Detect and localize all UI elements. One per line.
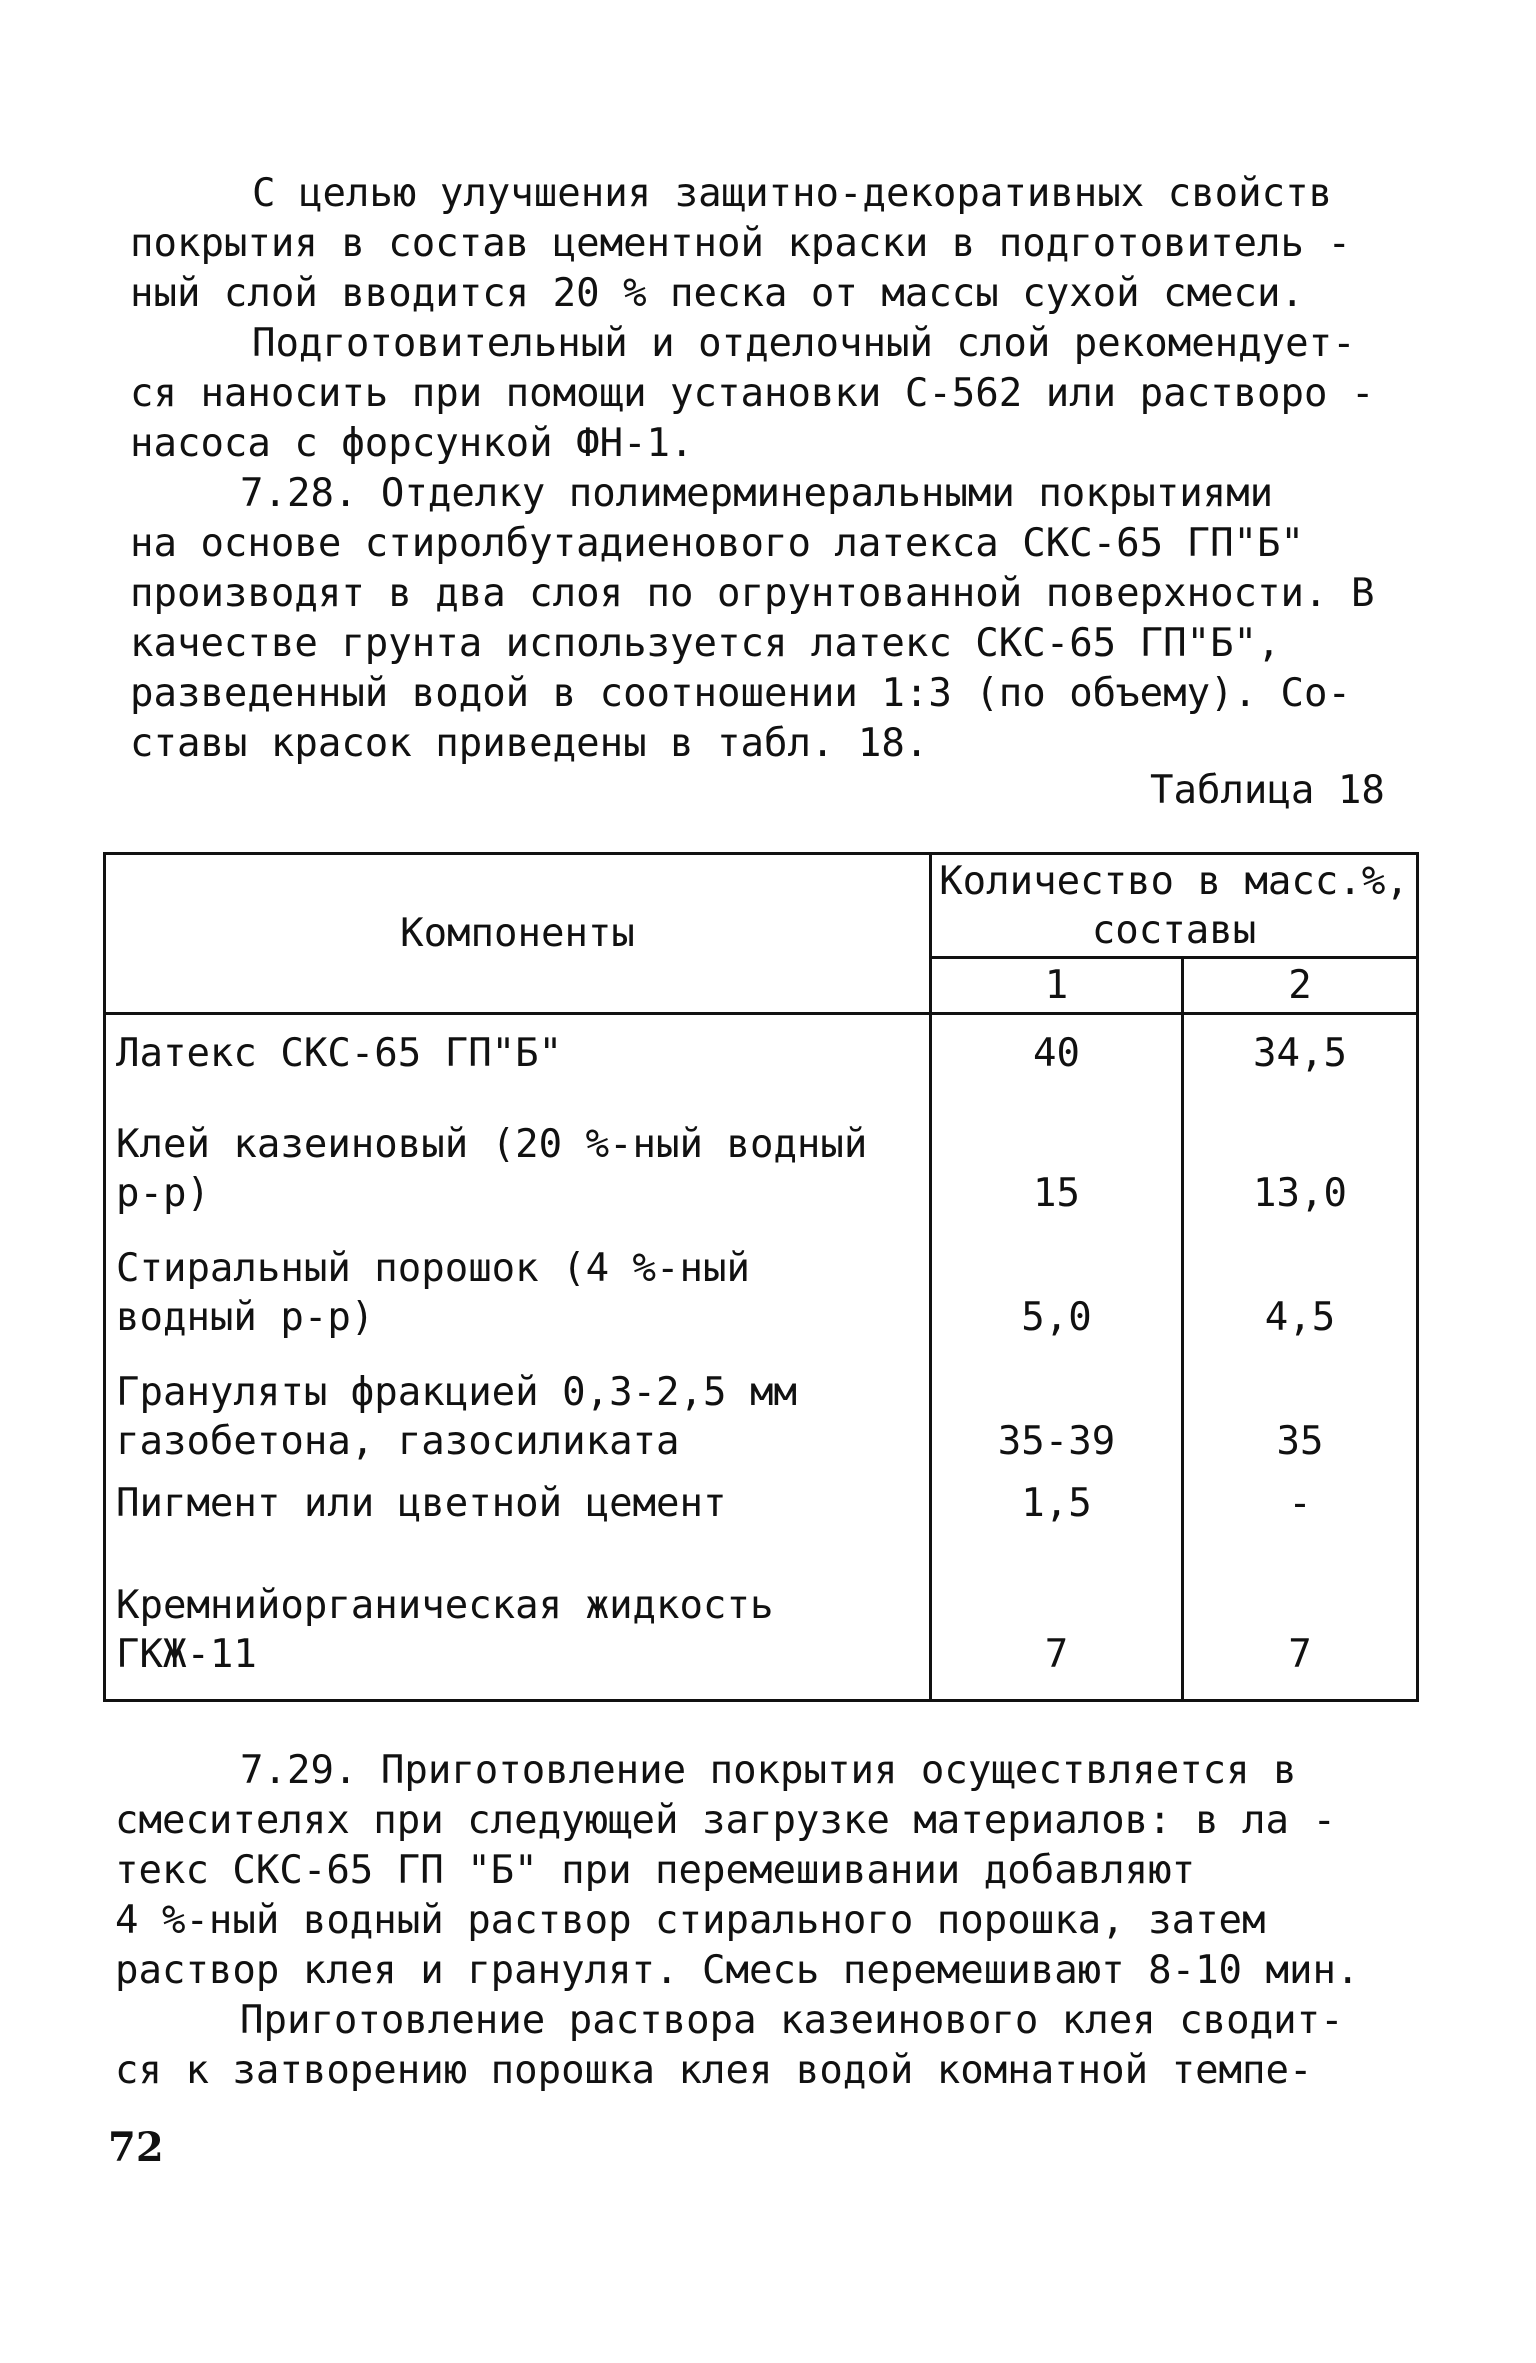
paragraph-bottom-line: раствор клея и гранулят. Смесь перемешивают 8-10 мин. bbox=[115, 1948, 1360, 1993]
table-row bbox=[105, 1466, 1418, 1540]
paragraph-bottom-line: смесителях при следующей загрузке материалов: в ла - bbox=[115, 1798, 1336, 1843]
page-number: 72 bbox=[108, 2124, 164, 2171]
cell-value-1: 7 bbox=[931, 1540, 1183, 1701]
header-components: Компоненты bbox=[105, 854, 931, 1014]
paragraph-bottom-line: ся к затворению порошка клея водой комнатной темпе- bbox=[115, 2048, 1313, 2093]
table-row bbox=[105, 1342, 1418, 1466]
cell-component: Грануляты фракцией 0,3-2,5 мм газобетона, газосиликата bbox=[105, 1342, 931, 1466]
paragraph-top-line: ный слой вводится 20 % песка от массы сухой смеси. bbox=[130, 271, 1304, 316]
table-header-row bbox=[105, 854, 1418, 958]
paragraph-bottom-line: текс СКС-65 ГП "Б" при перемешивании добавляют bbox=[115, 1848, 1196, 1893]
paragraph-top-line: покрытия в состав цементной краски в подготовитель - bbox=[130, 221, 1351, 266]
cell-value-2: - bbox=[1183, 1466, 1418, 1540]
cell-value-2: 35 bbox=[1183, 1342, 1418, 1466]
table-caption: Таблица 18 bbox=[1150, 768, 1385, 813]
cell-value-1: 40 bbox=[931, 1014, 1183, 1094]
paragraph-top-line: на основе стиролбутадиенового латекса СКС-65 ГП"Б" bbox=[130, 521, 1304, 566]
cell-value-1: 5,0 bbox=[931, 1218, 1183, 1342]
paragraph-top-line: 7.28. Отделку полимерминеральными покрытиями bbox=[240, 471, 1274, 516]
cell-component: Стиральный порошок (4 %-ный водный р-р) bbox=[105, 1218, 931, 1342]
paragraph-top-line: ставы красок приведены в табл. 18. bbox=[130, 721, 929, 766]
cell-value-1: 35-39 bbox=[931, 1342, 1183, 1466]
cell-component: Пигмент или цветной цемент bbox=[105, 1466, 931, 1540]
table-row bbox=[105, 1014, 1418, 1094]
cell-value-2: 7 bbox=[1183, 1540, 1418, 1701]
header-col-2: 2 bbox=[1183, 958, 1418, 1014]
table-row bbox=[105, 1218, 1418, 1342]
cell-value-2: 13,0 bbox=[1183, 1094, 1418, 1218]
paragraph-top-line: С целью улучшения защитно-декоративных свойств bbox=[252, 171, 1333, 216]
paragraph-top-line: насоса с форсункой ФН-1. bbox=[130, 421, 694, 466]
paragraph-top-line: Подготовительный и отделочный слой рекомендует- bbox=[252, 321, 1356, 366]
cell-component: Латекс СКС-65 ГП"Б" bbox=[105, 1014, 931, 1094]
paragraph-top-line: качестве грунта используется латекс СКС-65 ГП"Б", bbox=[130, 621, 1281, 666]
cell-value-1: 15 bbox=[931, 1094, 1183, 1218]
paragraph-bottom-line: Приготовление раствора казеинового клея сводит- bbox=[240, 1998, 1344, 2043]
cell-value-2: 4,5 bbox=[1183, 1218, 1418, 1342]
components-table bbox=[103, 852, 1419, 1702]
paragraph-bottom-line: 7.29. Приготовление покрытия осуществляется в bbox=[240, 1748, 1297, 1793]
paragraph-top-line: ся наносить при помощи установки С-562 или растворо - bbox=[130, 371, 1375, 416]
paragraph-bottom-line: 4 %-ный водный раствор стирального порошка, затем bbox=[115, 1898, 1266, 1943]
paragraph-top-line: разведенный водой в соотношении 1:3 (по объему). Со- bbox=[130, 671, 1351, 716]
table-row bbox=[105, 1094, 1418, 1218]
header-quantity: Количество в масс.%, составы bbox=[931, 854, 1418, 958]
cell-component: Кремнийорганическая жидкость ГКЖ-11 bbox=[105, 1540, 931, 1701]
paragraph-top-line: производят в два слоя по огрунтованной поверхности. В bbox=[130, 571, 1375, 616]
table-row bbox=[105, 1540, 1418, 1701]
cell-value-2: 34,5 bbox=[1183, 1014, 1418, 1094]
header-col-1: 1 bbox=[931, 958, 1183, 1014]
cell-value-1: 1,5 bbox=[931, 1466, 1183, 1540]
cell-component: Клей казеиновый (20 %-ный водный р-р) bbox=[105, 1094, 931, 1218]
